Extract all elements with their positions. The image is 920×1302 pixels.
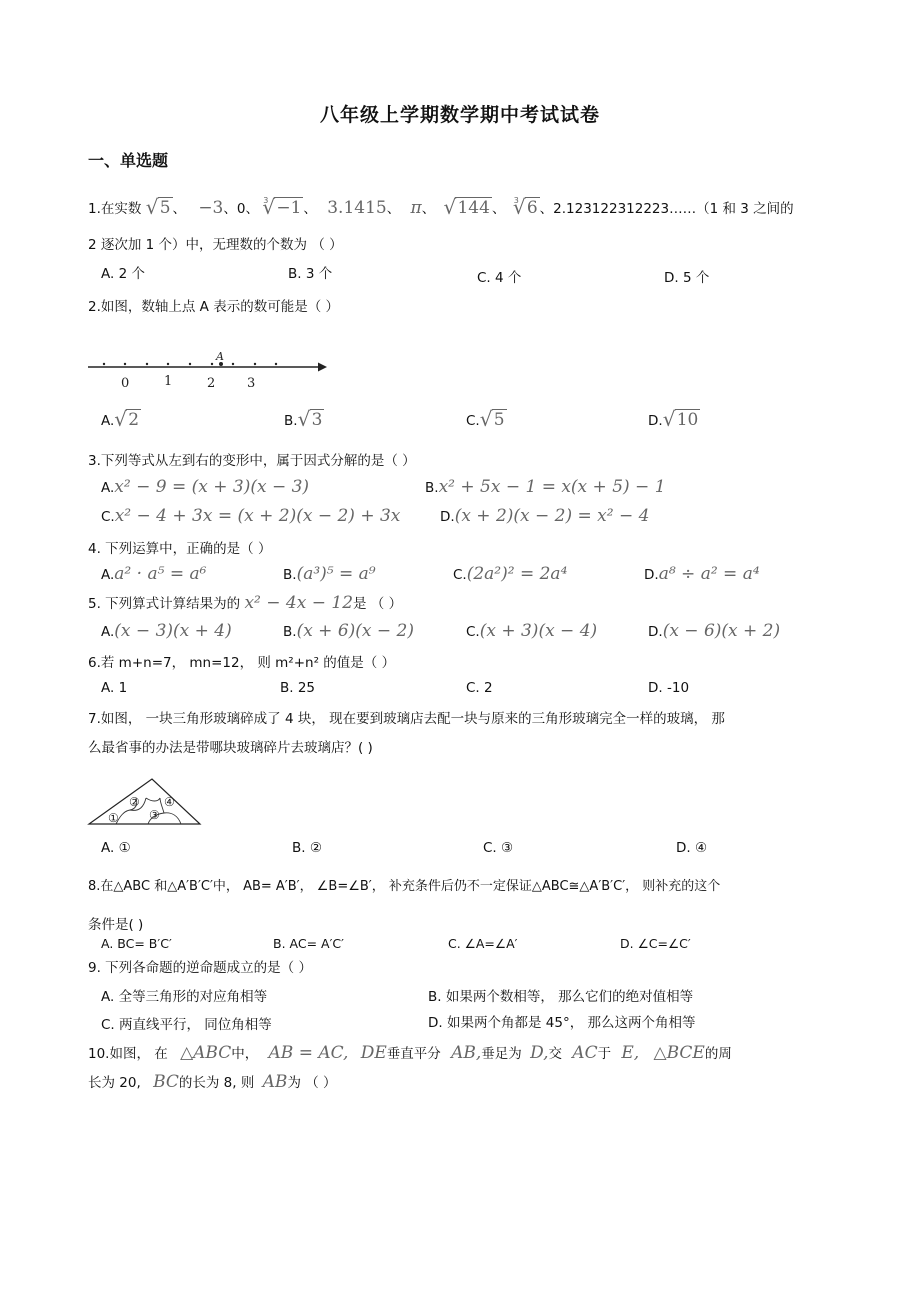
q6-option-b: B. 25 [280, 680, 316, 696]
q1-pi: π [410, 198, 422, 218]
number-line-ticks [103, 363, 277, 365]
axis-label-3: 3 [247, 376, 256, 391]
q1-cbrt-6: √ 6 [515, 198, 540, 218]
q2-sqrt-2: √ 2 [116, 410, 141, 430]
q1-line2: 2 逐次加 1 个）中，无理数的个数为 （ ） [88, 237, 343, 253]
q6-option-a: A. 1 [101, 680, 128, 696]
q8-option-a: A. BC= B′C′ [101, 936, 172, 951]
axis-label-1: 1 [164, 374, 173, 389]
q4-option-c: C.(2a²)² = 2a⁴ [453, 564, 568, 584]
q7-option-d: D. ④ [676, 840, 708, 856]
q8-option-b: B. AC= A′C′ [273, 936, 344, 951]
q9-option-d: D. 如果两个角都是 45°， 那么这两个角相等 [428, 1015, 696, 1031]
q1-option-a: A. 2 个 [101, 266, 145, 282]
q2-option-c: C.√ 5 [466, 410, 507, 430]
axis-label-2: 2 [207, 376, 216, 391]
q2-sqrt-3: √ 3 [300, 410, 325, 430]
q3-option-c: C.x² − 4 + 3x = (x + 2)(x − 2) + 3x [101, 506, 401, 526]
q8-line1: 8.在△ABC 和△A′B′C′中， AB= A′B′， ∠B=∠B′， 补充条件后仍不一定保证△ABC≅△A′B′C′， 则补充的这个 [88, 879, 721, 894]
q5-option-c: C.(x + 3)(x − 4) [466, 621, 598, 641]
q5-option-b: B.(x + 6)(x − 2) [283, 621, 415, 641]
number-line-arrow [318, 363, 327, 372]
fragment-label-4: ④ [164, 795, 175, 809]
section-heading: 一、单选题 [88, 151, 169, 170]
q1-option-c: C. 4 个 [477, 270, 522, 286]
q7-option-c: C. ③ [483, 840, 514, 856]
q6-option-d: D. -10 [648, 680, 690, 696]
q9-stem: 9. 下列各命题的逆命题成立的是（ ） [88, 960, 312, 976]
fragment-label-2: ② [129, 795, 140, 809]
q1-option-b: B. 3 个 [288, 266, 333, 282]
q1-cube-index: 3 [263, 196, 269, 205]
q3-option-b: B.x² + 5x − 1 = x(x + 5) − 1 [425, 477, 666, 497]
q9-option-c: C. 两直线平行， 同位角相等 [101, 1017, 272, 1033]
q1-line1: 1.在实数 √ 5 、 −3、0、 $^3$√ −1 、 3.1415、 π、 √ 144 、 $^3$√ 6 、2.123122312223……（1 和 3 之间的 [88, 196, 794, 218]
q4-stem: 4. 下列运算中，正确的是（ ） [88, 541, 272, 557]
q5-option-d: D.(x − 6)(x + 2) [648, 621, 781, 641]
q5-stem: 5. 下列算式计算结果为的 x² − 4x − 12是 （ ） [88, 593, 403, 613]
q8-option-d: D. ∠C=∠C′ [620, 936, 691, 951]
q5-option-a: A.(x − 3)(x + 4) [101, 621, 232, 641]
q7-line1: 7.如图， 一块三角形玻璃碎成了 4 块， 现在要到玻璃店去配一块与原来的三角形玻璃完全一样的玻璃， 那 [88, 711, 725, 727]
broken-triangle-figure [86, 776, 204, 828]
fragment-label-3: ③ [149, 808, 160, 822]
q1-neg-3: −3 [198, 198, 224, 218]
q1-stem-prefix: 1.在实数 [88, 201, 142, 217]
q2-option-b: B.√ 3 [284, 410, 324, 430]
q10-line1: 10.如图， 在 △ABC中， AB = AC, DE垂直平分 AB,垂足为 D,交 AC于 E, △BCE的周 [88, 1043, 732, 1063]
q2-option-d: D.√ 10 [648, 410, 700, 430]
q1-option-d: D. 5 个 [664, 270, 710, 286]
point-a-label: A [216, 350, 224, 363]
page-title: 八年级上学期数学期中考试试卷 [319, 104, 600, 126]
fragment-label-1: ① [108, 811, 119, 825]
q6-stem: 6.若 m+n=7， mn=12， 则 m²+n² 的值是（ ） [88, 655, 396, 671]
q2-option-a: A.√ 2 [101, 410, 141, 430]
q1-zero: 0 [236, 201, 246, 217]
q1-sqrt-144: √ 144 [445, 198, 491, 218]
q1-tail: 2.123122312223……（1 和 3 之间的 [553, 201, 794, 217]
q1-sqrt-5: √ 5 [148, 198, 173, 218]
q10-line2: 长为 20, BC的长为 8, 则 AB为 （ ） [88, 1072, 337, 1092]
q3-option-a: A.x² − 9 = (x + 3)(x − 3) [101, 477, 310, 497]
q4-option-a: A.a² · a⁵ = a⁶ [101, 564, 207, 584]
q3-option-d: D.(x + 2)(x − 2) = x² − 4 [440, 506, 650, 526]
q9-option-a: A. 全等三角形的对应角相等 [101, 989, 268, 1005]
q8-line2: 条件是( ) [88, 917, 144, 933]
q6-option-c: C. 2 [466, 680, 493, 696]
q2-stem: 2.如图，数轴上点 A 表示的数可能是（ ） [88, 299, 339, 315]
q7-option-b: B. ② [292, 840, 322, 856]
q4-option-d: D.a⁸ ÷ a² = a⁴ [644, 564, 760, 584]
q7-line2: 么最省事的办法是带哪块玻璃碎片去玻璃店？( ) [88, 740, 373, 756]
number-line-figure [85, 345, 335, 395]
q7-option-a: A. ① [101, 840, 131, 856]
q4-option-b: B.(a³)⁵ = a⁹ [283, 564, 376, 584]
q2-sqrt-10: √ 10 [665, 410, 701, 430]
q1-cbrt-neg1: √ −1 [264, 198, 303, 218]
q3-stem: 3.下列等式从左到右的变形中，属于因式分解的是（ ） [88, 453, 416, 469]
q8-option-c: C. ∠A=∠A′ [448, 936, 518, 951]
axis-label-0: 0 [121, 376, 130, 391]
q2-sqrt-5: √ 5 [482, 410, 507, 430]
q9-option-b: B. 如果两个数相等， 那么它们的绝对值相等 [428, 989, 694, 1005]
q1-3-1415: 3.1415 [327, 198, 387, 218]
